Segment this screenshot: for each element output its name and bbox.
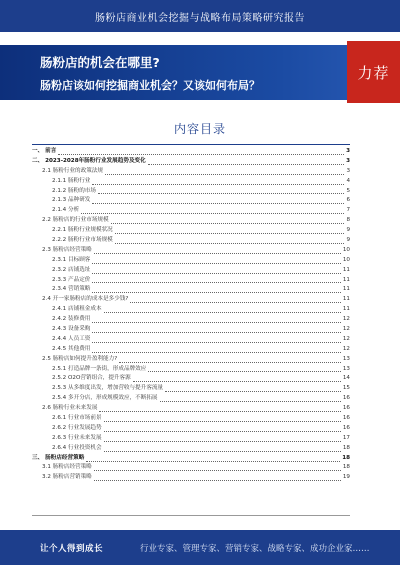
- footer-divider: [32, 515, 350, 516]
- toc-leader-dots: [104, 420, 341, 422]
- toc-leader-dots: [104, 440, 341, 442]
- toc-entry-text: 2.1 肠粉行业的政策法规: [42, 167, 104, 174]
- toc-entry[interactable]: [32, 345, 350, 355]
- table-of-contents: [32, 147, 350, 483]
- toc-page-number: 19: [342, 474, 350, 481]
- toc-page-number: 6: [346, 197, 350, 204]
- toc-page-number: 4: [346, 177, 350, 184]
- toc-page-number: 8: [346, 217, 350, 224]
- toc-leader-dots: [94, 479, 341, 481]
- toc-entry[interactable]: [32, 167, 350, 177]
- toc-leader-dots: [99, 410, 340, 412]
- report-title: 肠粉店商业机会挖掘与战略布局策略研究报告: [95, 12, 305, 24]
- toc-entry[interactable]: [32, 295, 350, 305]
- toc-entry[interactable]: [32, 374, 350, 384]
- toc-page-number: 7: [346, 207, 350, 214]
- toc-page-number: 9: [346, 227, 350, 234]
- toc-entry-text: 2.5.3 从多维度出发，增加营收与提升客流量: [52, 385, 164, 392]
- toc-page-number: 13: [342, 355, 350, 362]
- toc-leader-dots: [115, 242, 345, 244]
- toc-entry[interactable]: [32, 157, 350, 167]
- toc-entry-text: 2.6.4 行业投资机会: [52, 444, 102, 451]
- toc-leader-dots: [92, 202, 344, 204]
- toc-entry-text: 2.3.3 产品定价: [52, 276, 91, 283]
- toc-entry-text: 2.1.2 肠粉的市场: [52, 187, 96, 194]
- report-header-bar: [0, 0, 400, 32]
- toc-entry-text: 2.4.5 其他费用: [52, 345, 91, 352]
- toc-entry-text: 2.1.3 品种研发: [52, 197, 91, 204]
- toc-entry-text: 2.4.2 装修费用: [52, 316, 91, 323]
- toc-leader-dots: [86, 460, 340, 462]
- toc-leader-dots: [160, 400, 341, 402]
- toc-entry[interactable]: [32, 285, 350, 295]
- toc-entry[interactable]: [32, 355, 350, 365]
- toc-page-number: 12: [342, 335, 350, 342]
- toc-entry-text: 2.4 开一家肠粉店的成本是多少钱?: [42, 296, 129, 303]
- toc-entry[interactable]: [32, 246, 350, 256]
- toc-entry[interactable]: [32, 236, 350, 246]
- toc-entry[interactable]: [32, 196, 350, 206]
- toc-page-number: 18: [342, 454, 350, 461]
- toc-page-number: 18: [342, 444, 350, 451]
- footer-bar: [0, 530, 400, 565]
- toc-entry-text: 2.6.3 行业未来发展: [52, 434, 102, 441]
- toc-entry[interactable]: [32, 206, 350, 216]
- toc-entry-text: 2.6.2 行业发展趋势: [52, 424, 102, 431]
- toc-entry-text: 2.5.2 O2O营销组合，提升客源: [52, 375, 131, 382]
- toc-entry-text: 2.2.1 肠粉行业规模状况: [52, 227, 113, 234]
- toc-leader-dots: [92, 291, 340, 293]
- toc-leader-dots: [130, 301, 341, 303]
- toc-page-number: 12: [342, 326, 350, 333]
- toc-entry-text: 2.1.4 分析: [52, 207, 80, 214]
- toc-entry-text: 2.5.1 打造品牌一条街，形成品牌效应: [52, 365, 147, 372]
- toc-entry[interactable]: [32, 335, 350, 345]
- toc-page-number: 11: [342, 306, 350, 313]
- toc-entry-text: 一、 前言: [32, 147, 57, 154]
- toc-page-number: 12: [342, 345, 350, 352]
- toc-page-number: 3: [346, 147, 350, 154]
- toc-leader-dots: [92, 321, 340, 323]
- toc-entry[interactable]: [32, 305, 350, 315]
- toc-entry[interactable]: [32, 365, 350, 375]
- toc-page-number: 5: [346, 187, 350, 194]
- toc-page-number: 15: [342, 385, 350, 392]
- toc-entry-text: 2.1.1 肠粉行业: [52, 177, 91, 184]
- toc-page-number: 16: [342, 405, 350, 412]
- toc-leader-dots: [94, 469, 341, 471]
- toc-entry[interactable]: [32, 325, 350, 335]
- toc-entry[interactable]: [32, 464, 350, 474]
- toc-entry[interactable]: [32, 414, 350, 424]
- recommend-badge: 力荐: [347, 41, 400, 103]
- toc-page-number: 11: [342, 266, 350, 273]
- toc-leader-dots: [58, 153, 344, 155]
- toc-leader-dots: [105, 173, 344, 175]
- toc-page-number: 3: [346, 157, 350, 164]
- toc-entry-text: 2.4.4 人员工资: [52, 335, 91, 342]
- toc-page-number: 10: [342, 246, 350, 253]
- toc-entry[interactable]: [32, 266, 350, 276]
- toc-entry-text: 2.6 肠粉行业未来发展: [42, 405, 98, 412]
- toc-entry-text: 2.3.2 店铺选址: [52, 266, 91, 273]
- toc-entry-text: 三、 肠粉店经营策略: [32, 454, 85, 461]
- toc-page-number: 11: [342, 286, 350, 293]
- toc-leader-dots: [148, 163, 344, 165]
- toc-entry[interactable]: [32, 384, 350, 394]
- toc-entry-text: 2.5 肠粉店如何提升盈利能力?: [42, 355, 118, 362]
- toc-leader-dots: [133, 380, 341, 382]
- toc-entry[interactable]: [32, 424, 350, 434]
- hero-question-secondary: 肠粉店该如何挖掘商业机会？又该如何布局？: [40, 79, 260, 92]
- toc-page-number: 13: [342, 365, 350, 372]
- toc-page-number: 11: [342, 276, 350, 283]
- toc-entry[interactable]: [32, 473, 350, 483]
- toc-leader-dots: [148, 370, 341, 372]
- toc-entry-text: 3.2 肠粉店营销策略: [42, 474, 92, 481]
- toc-entry-text: 3.1 肠粉店经营策略: [42, 464, 92, 471]
- toc-divider: [32, 144, 350, 145]
- toc-entry-text: 2.3.1 目标顾客: [52, 256, 91, 263]
- hero-banner: [0, 45, 400, 100]
- toc-entry[interactable]: [32, 276, 350, 286]
- toc-leader-dots: [119, 361, 341, 363]
- toc-page-number: 9: [346, 237, 350, 243]
- toc-entry-text: 2.3 肠粉店经营策略: [42, 246, 92, 253]
- toc-leader-dots: [94, 252, 341, 254]
- toc-leader-dots: [104, 450, 341, 452]
- toc-entry[interactable]: [32, 147, 350, 157]
- toc-leader-dots: [92, 341, 340, 343]
- footer-slogan: 让个人得到成长: [40, 544, 104, 554]
- toc-entry-text: 2.2 肠粉店的行业市场规模: [42, 217, 109, 224]
- toc-page-number: 11: [342, 296, 350, 303]
- toc-entry[interactable]: [32, 177, 350, 187]
- toc-leader-dots: [111, 222, 345, 224]
- toc-heading: 内容目录: [173, 122, 226, 136]
- toc-leader-dots: [81, 212, 344, 214]
- toc-entry-text: 2.4.3 设备采购: [52, 326, 91, 333]
- toc-entry-text: 2.2.2 肠粉行业市场规模: [52, 237, 113, 243]
- toc-leader-dots: [92, 351, 340, 353]
- toc-entry[interactable]: [32, 394, 350, 404]
- toc-leader-dots: [165, 390, 341, 392]
- toc-entry[interactable]: [32, 315, 350, 325]
- toc-leader-dots: [92, 281, 340, 283]
- toc-entry[interactable]: [32, 226, 350, 236]
- toc-entry[interactable]: [32, 256, 350, 266]
- toc-leader-dots: [115, 232, 345, 234]
- toc-entry-text: 二、 2023-2028年肠粉行业发展趋势及变化: [32, 157, 146, 164]
- toc-page-number: 3: [346, 167, 350, 174]
- toc-page-number: 16: [342, 424, 350, 431]
- toc-page-number: 18: [342, 464, 350, 471]
- toc-entry[interactable]: [32, 187, 350, 197]
- toc-entry[interactable]: [32, 404, 350, 414]
- toc-entry-text: 2.3.4 营销策略: [52, 286, 91, 293]
- toc-page-number: 14: [342, 375, 350, 382]
- toc-page-number: 16: [342, 415, 350, 422]
- toc-entry-text: 2.4.1 店铺租金成本: [52, 306, 102, 313]
- toc-leader-dots: [104, 430, 341, 432]
- toc-entry[interactable]: [32, 454, 350, 464]
- toc-page-number: 10: [342, 256, 350, 263]
- footer-roles: 行业专家、管理专家、营销专家、战略专家、成功企业家……: [140, 544, 370, 554]
- toc-leader-dots: [92, 262, 340, 264]
- toc-entry[interactable]: [32, 434, 350, 444]
- toc-leader-dots: [92, 331, 340, 333]
- toc-page-number: 17: [342, 434, 350, 441]
- toc-entry[interactable]: [32, 216, 350, 226]
- toc-leader-dots: [104, 311, 341, 313]
- toc-leader-dots: [92, 183, 344, 185]
- toc-leader-dots: [92, 272, 340, 274]
- toc-page-number: 12: [342, 316, 350, 323]
- toc-page-number: 16: [342, 395, 350, 402]
- hero-question-primary: 肠粉店的机会在哪里?: [40, 55, 160, 70]
- toc-entry-text: 2.6.1 行业市场前景: [52, 415, 102, 422]
- toc-entry[interactable]: [32, 444, 350, 454]
- toc-entry-text: 2.5.4 多开分店，形成规模效应，不断拓展: [52, 395, 158, 402]
- toc-leader-dots: [98, 192, 344, 194]
